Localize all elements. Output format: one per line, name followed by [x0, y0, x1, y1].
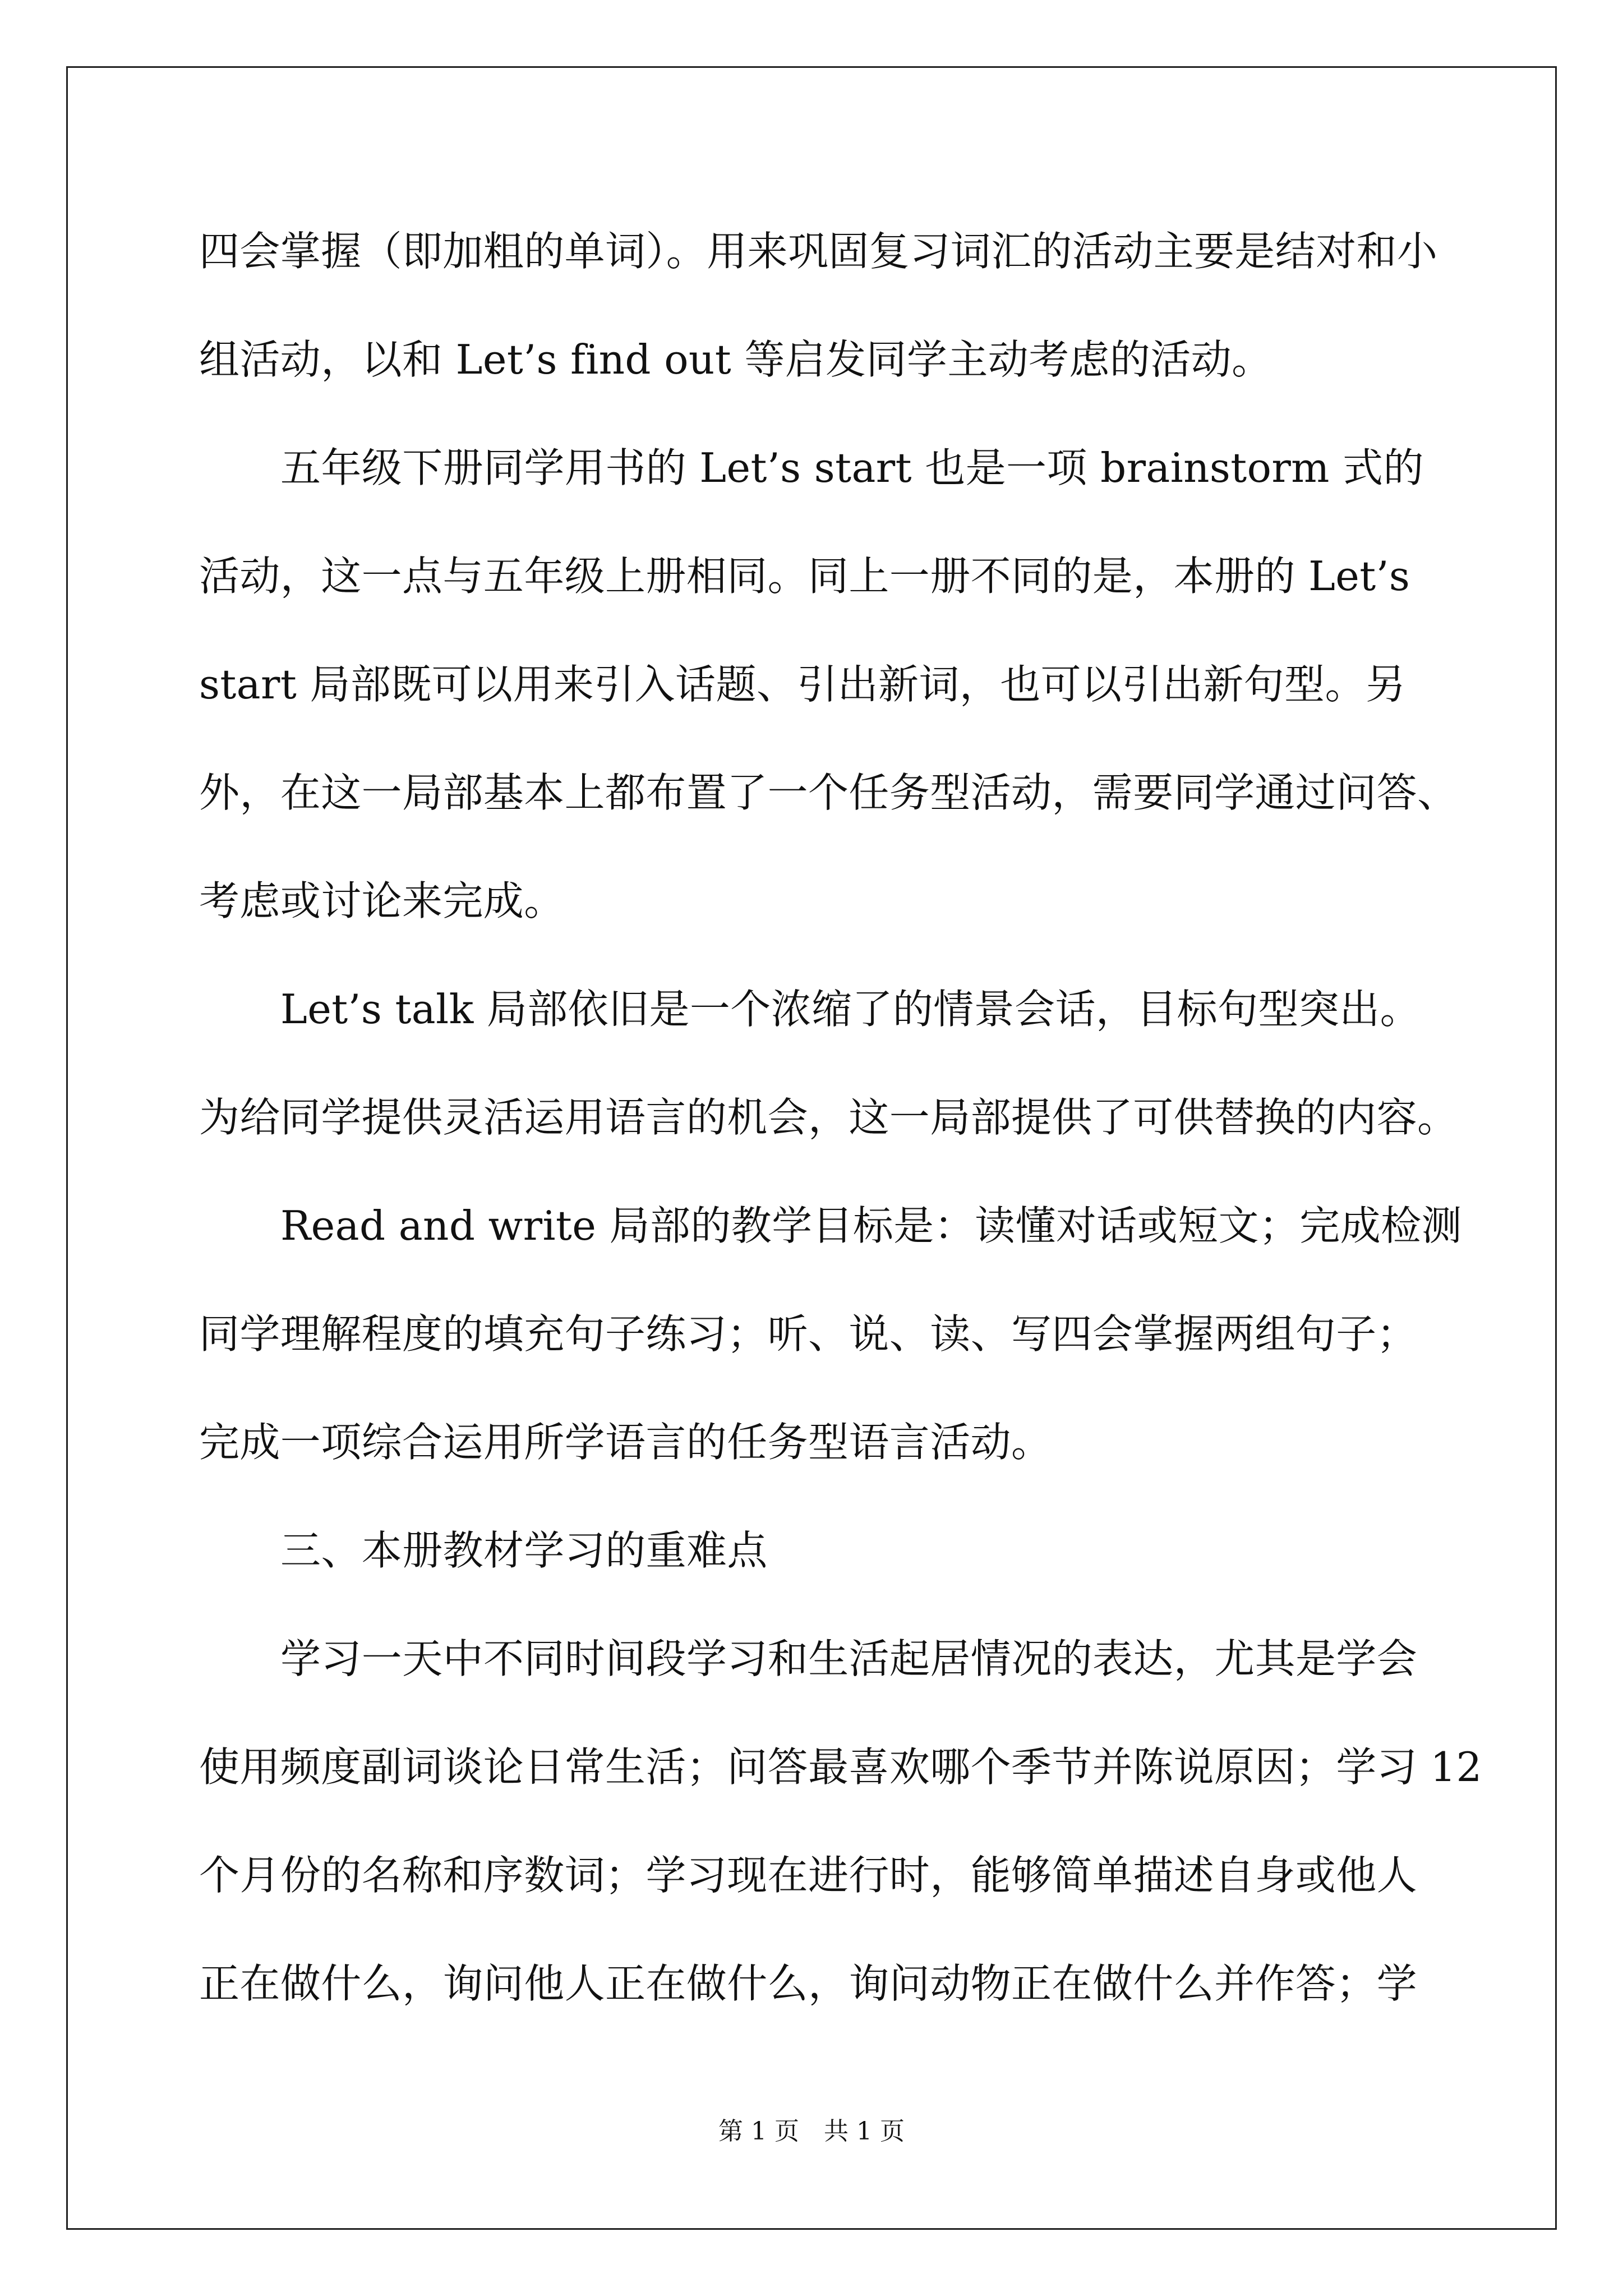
text-line: 为给同学提供灵活运用语言的机会，这一局部提供了可供替换的内容。 [199, 1094, 1458, 1141]
text-line: Let’s talk 局部依旧是一个浓缩了的情景会话，目标句型突出。 [280, 986, 1421, 1033]
text-line: 组活动，以和 Let’s find out 等启发同学主动考虑的活动。 [199, 336, 1272, 383]
text-line: 考虑或讨论来完成。 [199, 877, 565, 924]
text-line: 正在做什么，询问他人正在做什么，询问动物正在做什么并作答；学 [199, 1960, 1418, 2007]
text-line: 个月份的名称和序数词；学习现在进行时，能够简单描述自身或他人 [199, 1852, 1418, 1899]
text-line: 学习一天中不同时间段学习和生活起居情况的表达，尤其是学会 [280, 1635, 1418, 1682]
section-heading: 三、本册教材学习的重难点 [280, 1527, 768, 1574]
text-line: start 局部既可以用来引入话题、引出新词，也可以引出新句型。另 [199, 661, 1407, 708]
text-line: 外，在这一局部基本上都布置了一个任务型活动，需要同学通过问答、 [199, 769, 1458, 816]
page-footer: 第 1 页 共 1 页 [718, 2117, 905, 2146]
text-line: 完成一项综合运用所学语言的任务型语言活动。 [199, 1419, 1052, 1466]
text-line: 同学理解程度的填充句子练习；听、说、读、写四会掌握两组句子； [199, 1310, 1418, 1358]
text-line: Read and write 局部的教学目标是：读懂对话或短文；完成检测 [280, 1202, 1462, 1249]
text-line: 活动，这一点与五年级上册相同。同上一册不同的是，本册的 Let’s [199, 553, 1410, 600]
text-line: 五年级下册同学用书的 Let’s start 也是一项 brainstorm 式的 [280, 444, 1424, 491]
text-line: 四会掌握（即加粗的单词）。用来巩固复习词汇的活动主要是结对和小 [199, 228, 1438, 275]
text-line: 使用频度副词谈论日常生活；问答最喜欢哪个季节并陈说原因；学习 12 [199, 1743, 1482, 1791]
